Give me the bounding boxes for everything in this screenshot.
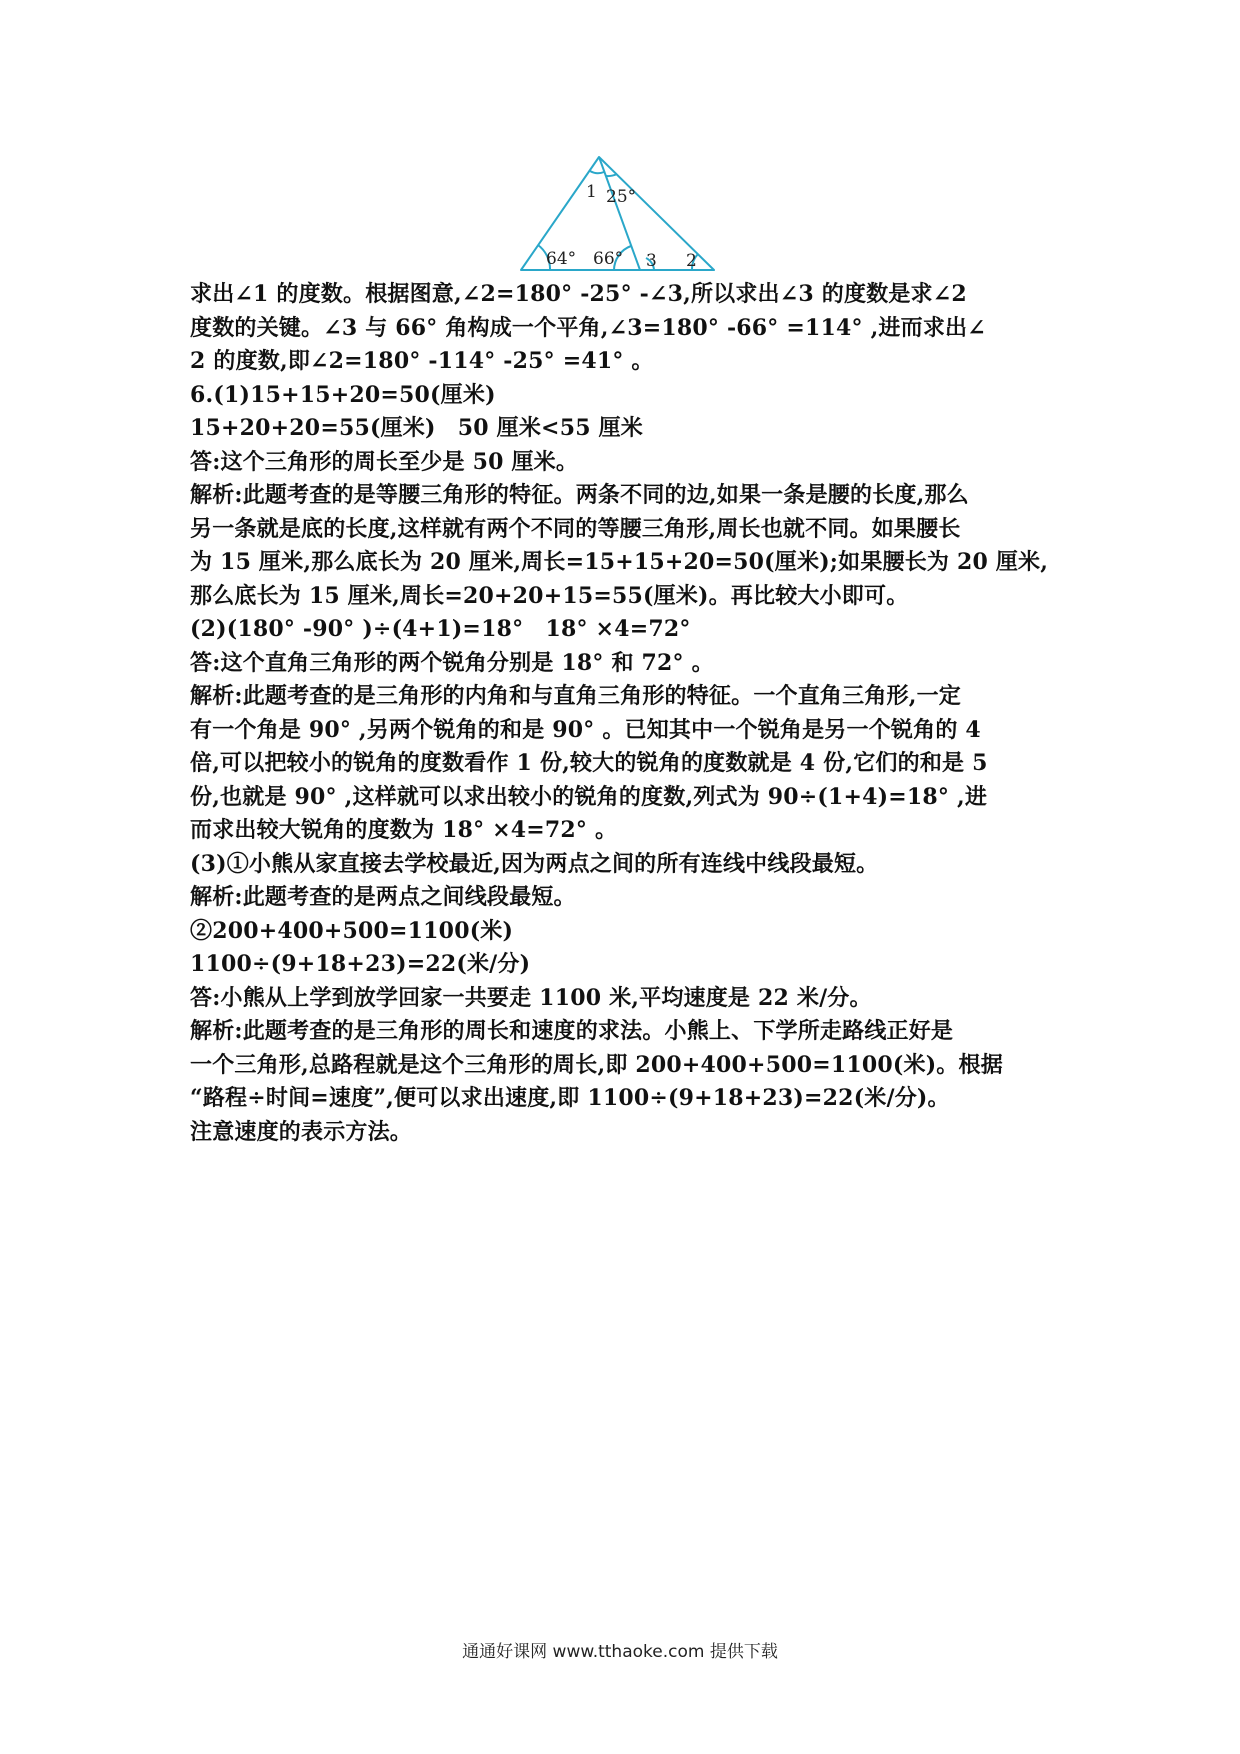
text-line: 答:这个直角三角形的两个锐角分别是 18° 和 72° 。 [190,649,714,676]
triangle-diagram [520,140,726,272]
arc-25 [606,174,617,176]
triangle-figure [520,140,726,272]
text-line: 求出∠1 的度数。根据图意,∠2=180° -25° -∠3,所以求出∠3 的度数是求∠2 [190,281,967,307]
label-angle-1: 1 [586,182,597,202]
text-line: 15+20+20=55(厘米) 50 厘米<55 厘米 [190,415,643,441]
text-line: 份,也就是 90° ,这样就可以求出较小的锐角的度数,列式为 90÷(1+4)=18° ,进 [190,783,988,810]
text-line: 那么底长为 15 厘米,周长=20+20+15=55(厘米)。再比较大小即可。 [190,582,909,609]
text-line: 解析:此题考查的是两点之间线段最短。 [190,884,576,910]
text-line: 度数的关键。∠3 与 66° 角构成一个平角,∠3=180° -66° =114° ,进而求出∠ [190,314,986,341]
text-line: 1100÷(9+18+23)=22(米/分) [190,951,531,977]
label-angle-25: 25° [606,187,637,207]
text-line: 而求出较大锐角的度数为 18° ×4=72° 。 [190,817,618,843]
text-line: 解析:此题考查的是三角形的内角和与直角三角形的特征。一个直角三角形,一定 [190,683,961,709]
text-line: “路程÷时间=速度”,便可以求出速度,即 1100÷(9+18+23)=22(米/分)。 [190,1085,950,1111]
page-footer: 通通好课网 www.tthaoke.com 提供下载 [462,1642,778,1662]
label-angle-3: 3 [646,251,657,271]
text-line: 为 15 厘米,那么底长为 20 厘米,周长=15+15+20=50(厘米);如果腰长为 20 厘米, [190,549,1049,575]
text-line: 答:小熊从上学到放学回家一共要走 1100 米,平均速度是 22 米/分。 [190,984,872,1011]
solution-text [190,278,1070,1149]
text-line: 一个三角形,总路程就是这个三角形的周长,即 200+400+500=1100(米)。根据 [190,1051,1003,1078]
text-line: 2 的度数,即∠2=180° -114° -25° =41° 。 [190,348,654,374]
text-line: 另一条就是底的长度,这样就有两个不同的等腰三角形,周长也就不同。如果腰长 [190,515,961,542]
text-line: 倍,可以把较小的锐角的度数看作 1 份,较大的锐角的度数就是 4 份,它们的和是 5 [190,750,988,776]
text-line: 6.(1)15+15+20=50(厘米) [190,381,496,408]
label-angle-2: 2 [686,251,697,271]
arc-1 [590,171,604,173]
text-line: (3)①小熊从家直接去学校最近,因为两点之间的所有连线中线段最短。 [190,850,879,877]
label-angle-64: 64° [546,249,577,269]
text-line: 解析:此题考查的是三角形的周长和速度的求法。小熊上、下学所走路线正好是 [190,1018,954,1044]
text-line: 答:这个三角形的周长至少是 50 厘米。 [190,448,579,475]
label-angle-66: 66° [593,249,624,269]
text-line: 注意速度的表示方法。 [190,1118,413,1145]
text-line: ②200+400+500=1100(米) [190,917,514,944]
text-line: 有一个角是 90° ,另两个锐角的和是 90° 。已知其中一个锐角是另一个锐角的 4 [190,716,981,743]
text-line: (2)(180° -90° )÷(4+1)=18° 18° ×4=72° [190,616,691,642]
text-line: 解析:此题考查的是等腰三角形的特征。两条不同的边,如果一条是腰的长度,那么 [190,482,969,508]
